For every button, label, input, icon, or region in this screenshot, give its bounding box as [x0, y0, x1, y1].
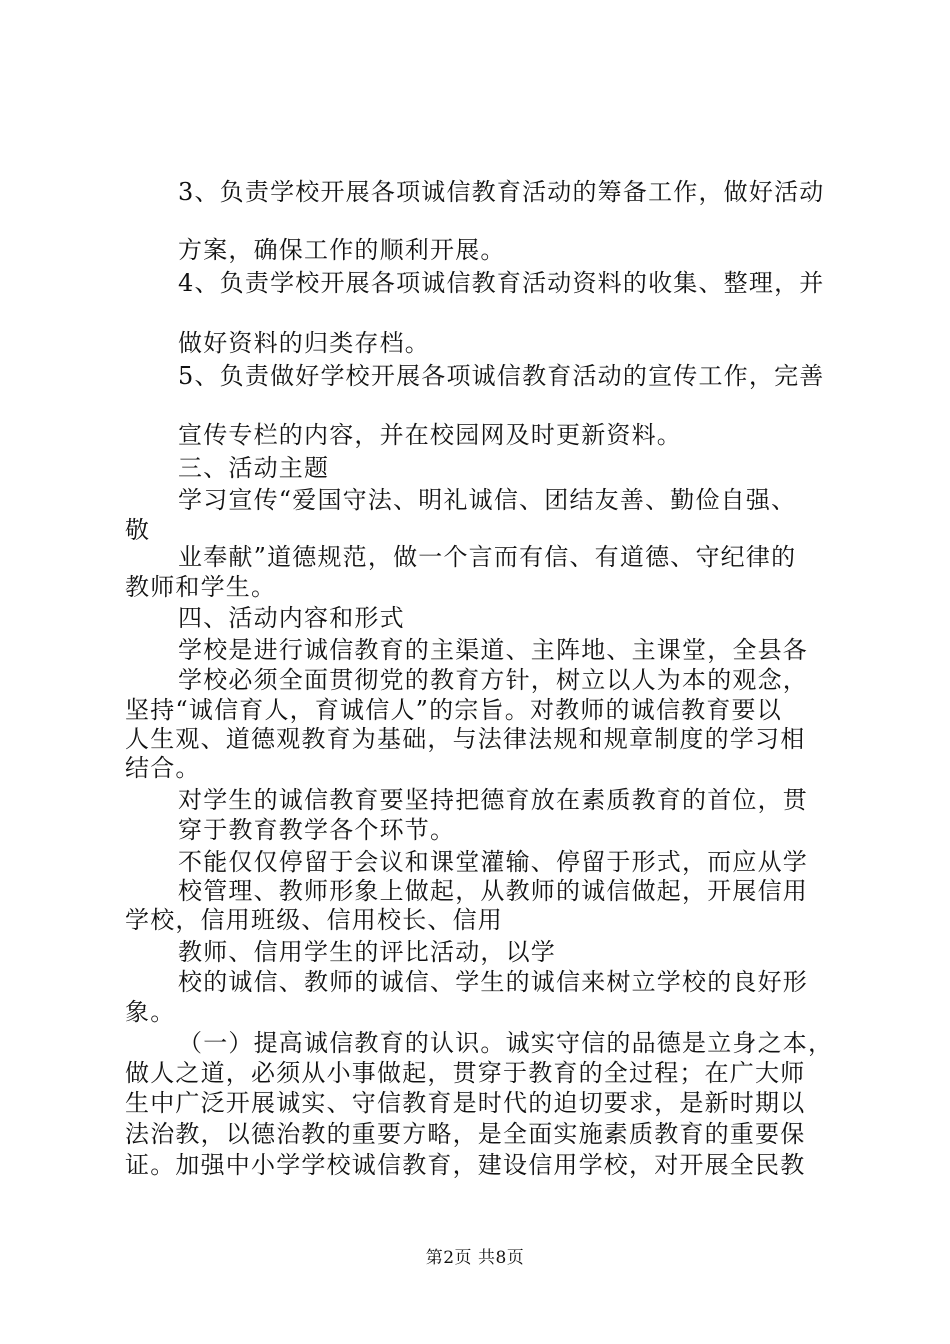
text-line: 人生观、道德观教育为基础，与法律法规和规章制度的学习相	[125, 725, 806, 753]
text-line: 证。加强中小学学校诚信教育，建设信用学校，对开展全民教	[125, 1151, 806, 1179]
text-line: 象。	[125, 998, 176, 1026]
text-line: 宣传专栏的内容，并在校园网及时更新资料。	[178, 421, 682, 449]
text-line: 坚持“诚信育人，育诚信人”的宗旨。对教师的诚信教育要以	[125, 696, 782, 724]
text-line: 法治教，以德治教的重要方略，是全面实施素质教育的重要保	[125, 1120, 806, 1148]
text-line: 校管理、教师形象上做起，从教师的诚信做起，开展信用	[178, 877, 808, 905]
text-line: 学校，信用班级、信用校长、信用	[125, 906, 503, 934]
text-line: 学习宣传“爱国守法、明礼诚信、团结友善、勤俭自强、	[178, 486, 797, 514]
text-line: 不能仅仅停留于会议和课堂灌输、停留于形式，而应从学	[178, 848, 808, 876]
text-line: 学校是进行诚信教育的主渠道、主阵地、主课堂，全县各	[178, 636, 808, 664]
text-line: 学校必须全面贯彻党的教育方针，树立以人为本的观念，	[178, 666, 808, 694]
text-line: 结合。	[125, 754, 201, 782]
text-line: 敬	[125, 516, 151, 544]
text-line: 校的诚信、教师的诚信、学生的诚信来树立学校的良好形	[178, 968, 808, 996]
text-line: 3、负责学校开展各项诚信教育活动的筹备工作，做好活动	[178, 178, 825, 206]
text-line: 对学生的诚信教育要坚持把德育放在素质教育的首位，贯	[178, 786, 808, 814]
page-number-footer: 第2页 共8页	[425, 1248, 525, 1268]
text-line: 生中广泛开展诚实、守信教育是时代的迫切要求，是新时期以	[125, 1089, 806, 1117]
text-line: 教师和学生。	[125, 573, 277, 601]
text-line: 方案，确保工作的顺利开展。	[178, 236, 506, 264]
text-line: 业奉献”道德规范，做一个言而有信、有道德、守纪律的	[178, 543, 797, 571]
text-line: 做好资料的归类存档。	[178, 329, 430, 357]
text-line: 做人之道，必须从小事做起，贯穿于教育的全过程；在广大师	[125, 1059, 806, 1087]
section-heading: 三、活动主题	[178, 454, 330, 482]
text-line: 4、负责学校开展各项诚信教育活动资料的收集、整理，并	[178, 269, 825, 297]
text-line: 穿于教育教学各个环节。	[178, 816, 456, 844]
section-heading: 四、活动内容和形式	[178, 604, 405, 632]
text-line: 5、负责做好学校开展各项诚信教育活动的宣传工作，完善	[178, 362, 825, 390]
text-line: 教师、信用学生的评比活动，以学	[178, 938, 556, 966]
text-line: （一）提高诚信教育的认识。诚实守信的品德是立身之本，	[178, 1029, 834, 1057]
